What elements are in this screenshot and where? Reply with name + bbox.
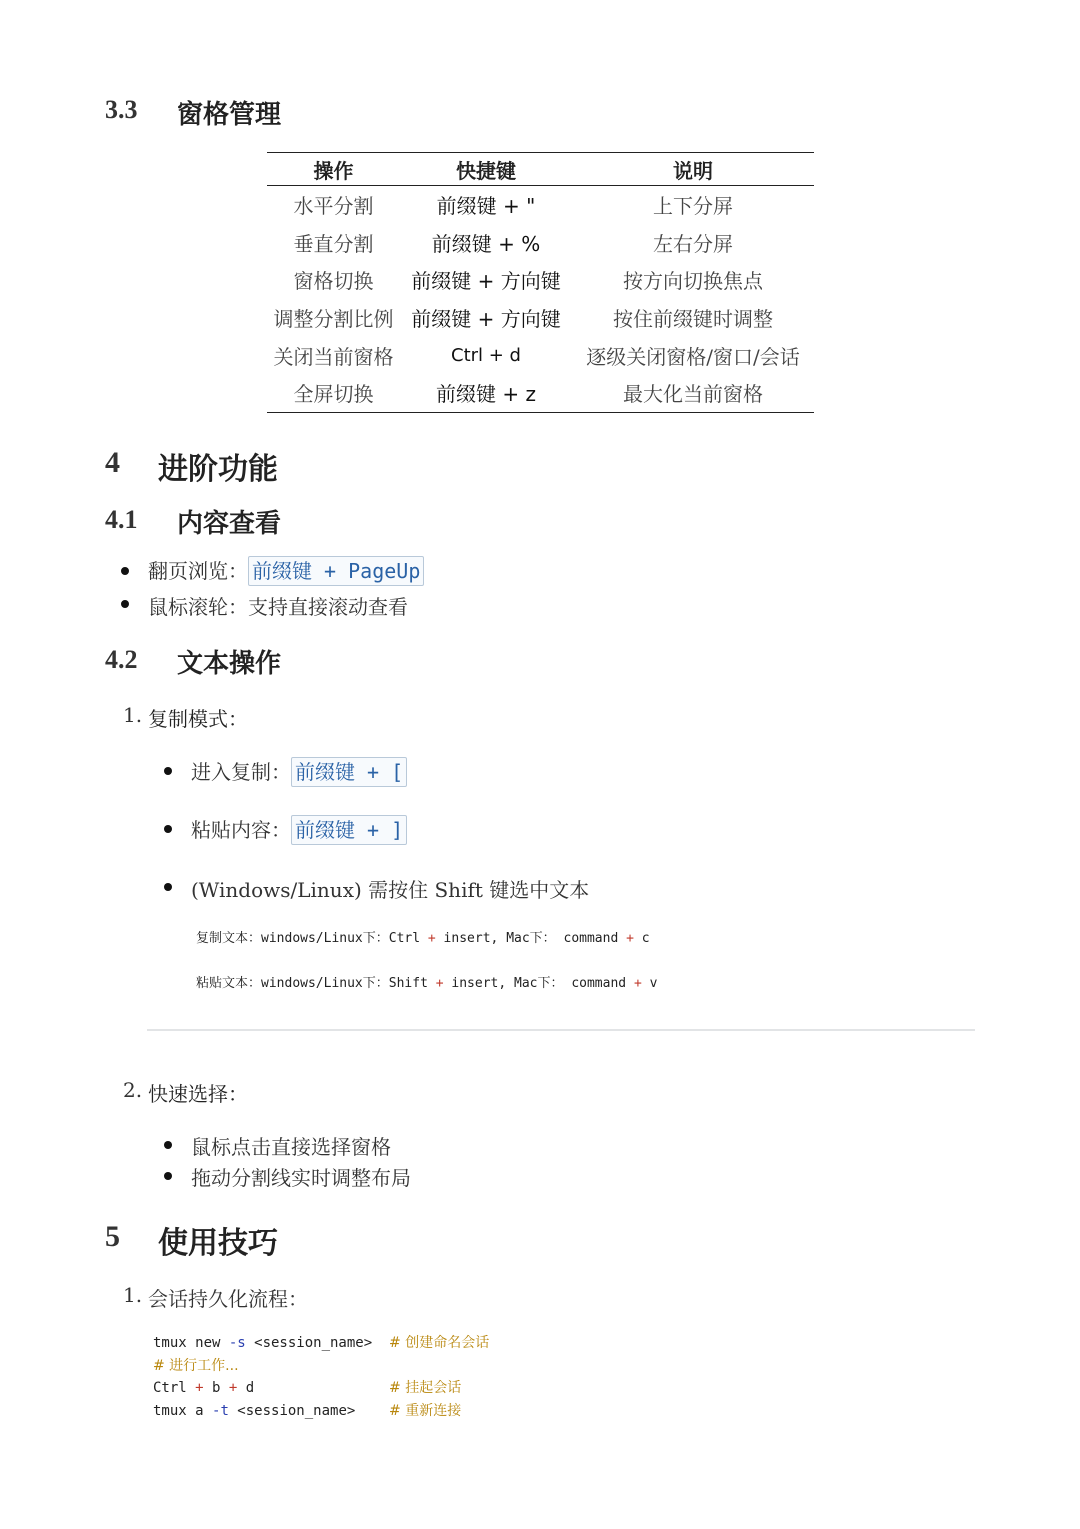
section-4-2-title: 文本操作 bbox=[177, 649, 282, 679]
note-label: 复制文本： bbox=[196, 931, 262, 946]
note-key-text: v bbox=[641, 976, 658, 991]
ordered-item-number: 1. bbox=[123, 1283, 143, 1307]
code-operator: + bbox=[228, 1380, 238, 1396]
bullet-dot bbox=[164, 825, 172, 833]
section-4-1-number: 4.1 bbox=[105, 505, 138, 534]
bullet-dot bbox=[164, 767, 172, 775]
list-item: (Windows/Linux) 需按住 Shift 键选中文本 bbox=[191, 878, 590, 902]
list-item-label: 进入复制： bbox=[191, 760, 291, 784]
bullet-dot bbox=[121, 567, 129, 575]
note-plus: + bbox=[626, 931, 634, 946]
table-cell-description: 逐级关闭窗格/窗口/会话 bbox=[586, 344, 800, 369]
section-5-number: 5 bbox=[105, 1220, 120, 1253]
note-os-text: Mac下： bbox=[514, 976, 564, 991]
ordered-item-label: 会话持久化流程： bbox=[148, 1287, 308, 1311]
code-comment: # 进行工作... bbox=[153, 1357, 239, 1374]
note-os-text: Mac下： bbox=[506, 931, 556, 946]
note-key-text: command bbox=[555, 931, 627, 946]
table-cell-description: 上下分屏 bbox=[653, 194, 733, 219]
code-line bbox=[153, 1332, 489, 1355]
shortcut-prefix-text: 前缀键 bbox=[295, 818, 355, 842]
section-4-title: 进阶功能 bbox=[158, 452, 278, 487]
list-item: 鼠标点击直接选择窗格 bbox=[191, 1135, 391, 1159]
table-row bbox=[267, 336, 814, 374]
session-workflow-code-block bbox=[153, 1332, 489, 1422]
table-row bbox=[267, 374, 814, 412]
code-comment: # 挂起会话 bbox=[389, 1380, 462, 1396]
list-item bbox=[148, 555, 424, 586]
shortcut-prefix-text: 前缀键 bbox=[252, 559, 312, 583]
table-cell-operation: 垂直分割 bbox=[293, 231, 374, 256]
code-flag: -s bbox=[228, 1335, 246, 1351]
bullet-dot bbox=[164, 883, 172, 891]
note-key-text: insert, bbox=[443, 976, 515, 991]
code-line bbox=[153, 1377, 489, 1400]
table-cell-description: 最大化当前窗格 bbox=[572, 374, 814, 412]
list-item: 拖动分割线实时调整布局 bbox=[191, 1166, 411, 1190]
copy-text-note bbox=[196, 927, 650, 946]
code-text: tmux a bbox=[153, 1402, 213, 1419]
section-4-number: 4 bbox=[105, 446, 120, 479]
table-cell-shortcut: Ctrl + d bbox=[451, 344, 521, 366]
paste-text-note bbox=[196, 972, 657, 991]
note-label: 粘贴文本： bbox=[196, 976, 262, 991]
ordered-item-number: 1. bbox=[123, 703, 143, 727]
code-operator: + bbox=[195, 1380, 204, 1396]
table-header-row bbox=[267, 153, 814, 186]
note-key-text: Shift bbox=[388, 976, 436, 991]
section-3-3-title: 窗格管理 bbox=[177, 100, 282, 130]
table-header-cell: 说明 bbox=[572, 153, 814, 186]
code-comment: # 重新连接 bbox=[389, 1402, 462, 1419]
table-cell-description: 按住前缀键时调整 bbox=[613, 307, 773, 332]
list-item-label: 粘贴内容： bbox=[191, 818, 291, 842]
bullet-dot bbox=[121, 600, 129, 608]
list-item bbox=[191, 756, 407, 787]
code-line bbox=[153, 1355, 489, 1378]
shortcut-key-text: + ] bbox=[355, 818, 404, 842]
bullet-dot bbox=[164, 1172, 172, 1180]
pane-shortcuts-table bbox=[267, 152, 814, 413]
ordered-item-number: 2. bbox=[123, 1078, 143, 1102]
note-os-text: windows/Linux下： bbox=[261, 976, 389, 991]
list-item-label: 翻页浏览： bbox=[148, 559, 248, 583]
code-text: <session_name> bbox=[245, 1335, 390, 1351]
ordered-item-label: 快速选择： bbox=[148, 1082, 248, 1106]
table-row bbox=[267, 261, 814, 299]
list-item bbox=[191, 814, 407, 845]
section-4-1-title: 内容查看 bbox=[177, 509, 282, 539]
table-cell-description: 左右分屏 bbox=[653, 231, 733, 256]
code-line bbox=[153, 1400, 489, 1423]
table-cell-operation: 水平分割 bbox=[293, 194, 374, 219]
table-cell-shortcut: 前缀键 + % bbox=[431, 231, 541, 256]
section-4-2-number: 4.2 bbox=[105, 645, 138, 674]
table-cell-shortcut: 前缀键 + 方向键 bbox=[411, 307, 561, 332]
horizontal-divider bbox=[147, 1029, 975, 1031]
section-3-3-number: 3.3 bbox=[105, 95, 138, 124]
code-text: <session_name> bbox=[228, 1402, 390, 1419]
code-text: Ctrl bbox=[153, 1380, 196, 1396]
table-header-cell: 快捷键 bbox=[400, 153, 572, 186]
note-os-text: windows/Linux下： bbox=[261, 931, 389, 946]
note-plus: + bbox=[427, 931, 436, 946]
table-cell-operation: 全屏切换 bbox=[267, 374, 400, 412]
table-header-cell: 操作 bbox=[267, 153, 400, 186]
note-key-text: Ctrl bbox=[388, 931, 428, 946]
note-key-text: insert, bbox=[435, 931, 507, 946]
paste-shortcut-code bbox=[291, 815, 407, 845]
code-flag: -t bbox=[212, 1402, 229, 1419]
pageup-shortcut-code bbox=[248, 556, 424, 586]
table-row bbox=[267, 224, 814, 262]
note-plus: + bbox=[633, 976, 642, 991]
table-cell-shortcut: 前缀键 + 方向键 bbox=[411, 269, 561, 294]
code-text: b bbox=[203, 1380, 229, 1396]
enter-copy-shortcut-code bbox=[291, 757, 407, 787]
table-cell-description: 按方向切换焦点 bbox=[623, 269, 763, 294]
note-key-text: command bbox=[563, 976, 634, 991]
ordered-item-label: 复制模式： bbox=[148, 707, 248, 731]
shortcut-key-text: + PageUp bbox=[312, 559, 421, 583]
shortcut-key-text: + [ bbox=[355, 760, 404, 784]
shortcut-prefix-text: 前缀键 bbox=[295, 760, 355, 784]
bullet-dot bbox=[164, 1141, 172, 1149]
table-cell-operation: 调整分割比例 bbox=[273, 307, 394, 332]
code-text: d bbox=[237, 1380, 390, 1396]
note-plus: + bbox=[435, 976, 444, 991]
table-row bbox=[267, 186, 814, 224]
section-5-title: 使用技巧 bbox=[158, 1226, 278, 1261]
table-cell-operation: 窗格切换 bbox=[293, 269, 374, 294]
table-cell-operation: 关闭当前窗格 bbox=[273, 344, 394, 369]
note-key-text: c bbox=[633, 931, 650, 946]
list-item: 鼠标滚轮：支持直接滚动查看 bbox=[148, 595, 408, 619]
table-row bbox=[267, 299, 814, 337]
code-text: tmux new bbox=[153, 1335, 229, 1351]
code-comment: # 创建命名会话 bbox=[389, 1335, 490, 1351]
table-cell-shortcut: 前缀键 + z bbox=[400, 374, 572, 412]
table-cell-shortcut: 前缀键 + " bbox=[436, 194, 536, 219]
